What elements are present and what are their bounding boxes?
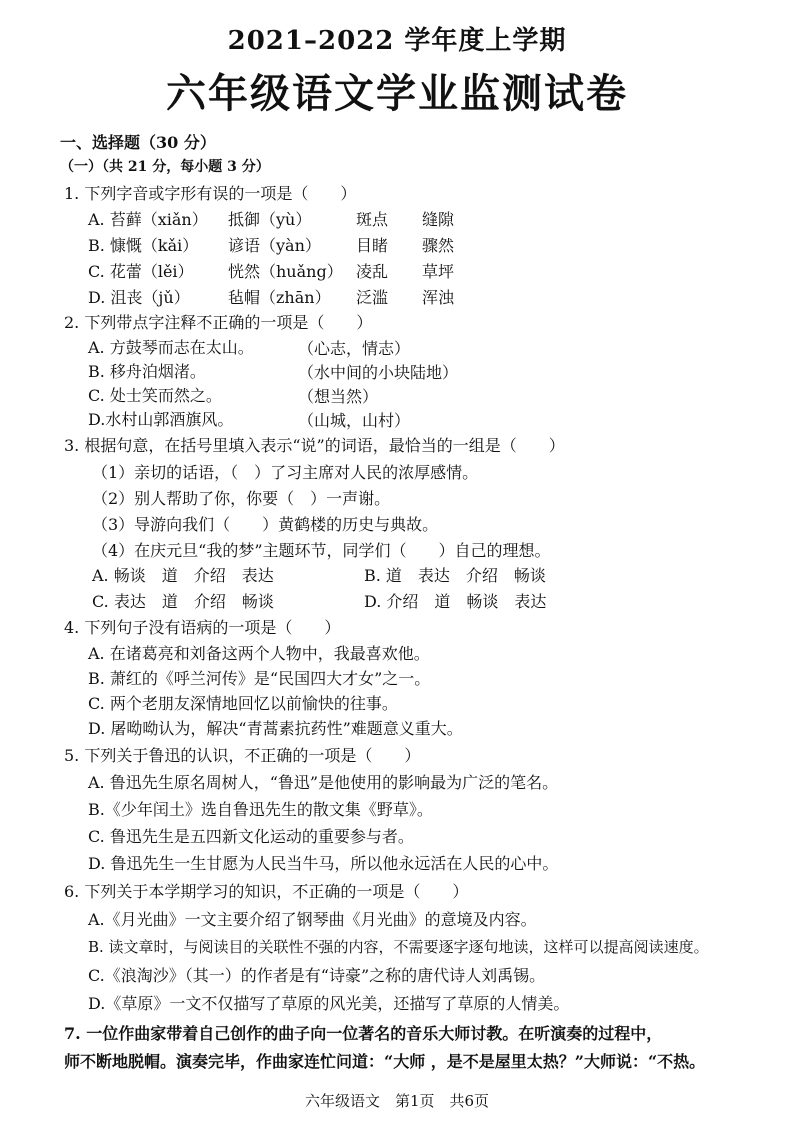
q1-option-c-3: 凌乱 <box>356 262 389 281</box>
q1-option-d-3: 泛滥 <box>356 288 389 307</box>
q1-option-a-4: 缝隙 <box>422 210 455 229</box>
q3-item-3: （3）导游向我们（ ）黄鹤楼的历史与典故。 <box>92 515 439 534</box>
q6-option-a: A.《月光曲》一文主要介绍了钢琴曲《月光曲》的意境及内容。 <box>88 910 537 929</box>
question-6-stem: 6. 下列关于本学期学习的知识，不正确的一项是（ ） <box>64 882 469 901</box>
question-2-stem: 2. 下列带点字注释不正确的一项是（ ） <box>64 313 373 332</box>
question-1-stem: 1. 下列字音或字形有误的一项是（ ） <box>64 184 357 203</box>
q2-option-c-note: （想当然） <box>298 387 379 406</box>
q1-option-d-1: D. 沮丧（jǔ） <box>88 288 190 307</box>
q1-option-d-4: 浑浊 <box>422 288 455 307</box>
q1-option-a-2: 抵御（yù） <box>228 210 312 229</box>
q2-option-d: D.水村山郭酒旗风。 <box>88 410 234 429</box>
q2-option-b-note: （水中间的小块陆地） <box>298 363 459 382</box>
q2-option-b: B. 移舟泊烟渚。 <box>88 362 206 381</box>
section-subheading: （一）（共 21 分，每小题 3 分） <box>60 159 270 175</box>
q6-option-d: D.《草原》一文不仅描写了草原的风光美，还描写了草原的人情美。 <box>88 994 570 1013</box>
page-footer: 六年级语文 第1页 共6页 <box>304 1092 490 1110</box>
q5-option-b: B.《少年闰土》选自鲁迅先生的散文集《野草》。 <box>88 800 433 819</box>
q2-option-a: A. 方鼓琴而志在太山。 <box>88 338 254 357</box>
q1-option-c-4: 草坪 <box>422 262 455 281</box>
q4-option-c: C. 两个老朋友深情地回忆以前愉快的往事。 <box>88 694 398 713</box>
q6-option-b: B. 读文章时，与阅读目的关联性不强的内容，不需要逐字逐句地读，这样可以提高阅读速度。 <box>88 938 709 956</box>
exam-title: 六年级语文学业监测试卷 <box>166 70 628 117</box>
q2-option-c: C. 处士笑而然之。 <box>88 386 222 405</box>
question-5-stem: 5. 下列关于鲁迅的认识，不正确的一项是（ ） <box>64 746 421 765</box>
question-3-stem: 3. 根据句意，在括号里填入表示“说”的词语，最恰当的一组是（ ） <box>64 436 565 455</box>
q2-option-d-note: （山城，山村） <box>298 411 411 430</box>
q3-option-b: B. 道 表达 介绍 畅谈 <box>364 566 546 585</box>
q1-option-c-2: 恍然（huǎng） <box>228 262 343 281</box>
q6-option-c: C.《浪淘沙》（其一）的作者是有“诗豪”之称的唐代诗人刘禹锡。 <box>88 966 546 985</box>
q3-option-d: D. 介绍 道 畅谈 表达 <box>364 592 547 611</box>
q1-option-b-4: 骤然 <box>422 236 455 255</box>
q5-option-c: C. 鲁迅先生是五四新文化运动的重要参与者。 <box>88 827 414 846</box>
exam-term: 2021–2022 学年度上学期 <box>227 26 567 56</box>
question-7-line-1: 7. 一位作曲家带着自己创作的曲子向一位著名的音乐大师讨教。在听演奏的过程中， <box>64 1024 663 1043</box>
q1-option-d-2: 毡帽（zhān） <box>228 288 331 307</box>
q4-option-b: B. 萧红的《呼兰河传》是“民国四大才女”之一。 <box>88 669 431 688</box>
q3-item-1: （1）亲切的话语，（ ）了习主席对人民的浓厚感情。 <box>92 463 479 482</box>
q3-item-2: （2）别人帮助了你，你要（ ）一声谢。 <box>92 489 391 508</box>
section-heading: 一、选择题（30 分） <box>60 133 216 152</box>
q1-option-b-3: 目睹 <box>356 236 389 255</box>
q5-option-a: A. 鲁迅先生原名周树人，“鲁迅”是他使用的影响最为广泛的笔名。 <box>88 773 559 792</box>
question-4-stem: 4. 下列句子没有语病的一项是（ ） <box>64 618 341 637</box>
q4-option-a: A. 在诸葛亮和刘备这两个人物中，我最喜欢他。 <box>88 644 430 663</box>
q3-option-c: C. 表达 道 介绍 畅谈 <box>92 592 274 611</box>
q3-option-a: A. 畅谈 道 介绍 表达 <box>92 566 274 585</box>
q1-option-a-1: A. 苔藓（xiǎn） <box>88 210 208 229</box>
q2-option-a-note: （心志，情志） <box>298 339 411 358</box>
q3-item-4: （4）在庆元旦“我的梦”主题环节，同学们（ ）自己的理想。 <box>92 541 551 560</box>
q4-option-d: D. 屠呦呦认为，解决“青蒿素抗药性”难题意义重大。 <box>88 719 463 738</box>
q1-option-b-2: 谚语（yàn） <box>228 236 321 255</box>
q1-option-c-1: C. 花蕾（lěi） <box>88 262 194 281</box>
q5-option-d: D. 鲁迅先生一生甘愿为人民当牛马，所以他永远活在人民的心中。 <box>88 854 559 873</box>
q1-option-a-3: 斑点 <box>356 210 389 229</box>
q1-option-b-1: B. 慷慨（kǎi） <box>88 236 199 255</box>
question-7-line-2: 师不断地脱帽。演奏完毕，作曲家连忙问道：“大师 ，是不是屋里太热？”大师说：“不热。 <box>64 1052 706 1071</box>
